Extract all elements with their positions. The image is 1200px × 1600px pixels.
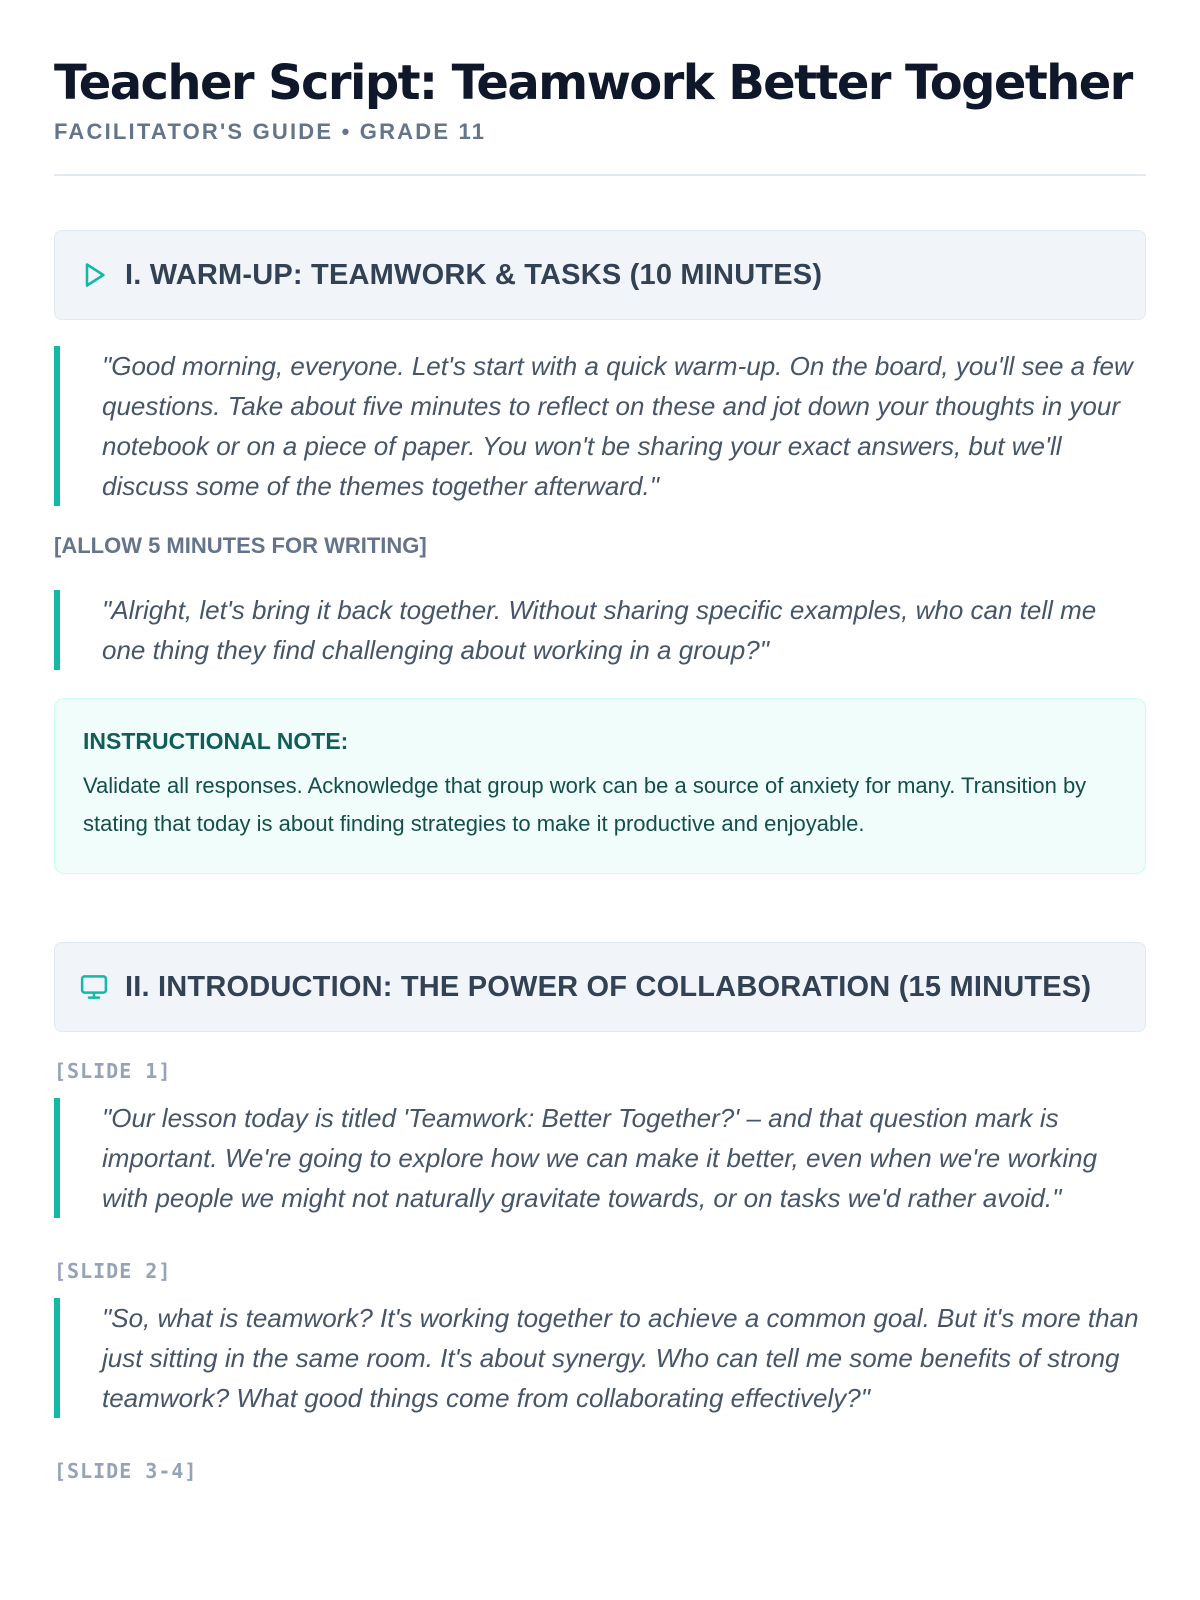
page-title: Teacher Script: Teamwork Better Together <box>54 55 1132 111</box>
instructional-note <box>54 698 1146 874</box>
instructional-note-title: INSTRUCTIONAL NOTE: <box>83 728 349 754</box>
slide-marker: [SLIDE 1] <box>54 1059 172 1083</box>
script-quote: "Our lesson today is titled 'Teamwork: Better Together?' – and that question mark is important. We're going to explore how we can make it better, even when we're working with people we might not naturally gravitate towards, or on tasks we'd rather avoid." <box>54 1098 1146 1218</box>
monitor-icon <box>79 972 109 1002</box>
section-heading-introduction <box>54 942 1146 1032</box>
document-header <box>54 0 1146 176</box>
play-icon <box>79 260 109 290</box>
slide-marker: [SLIDE 2] <box>54 1259 172 1283</box>
script-quote: "Good morning, everyone. Let's start with a quick warm-up. On the board, you'll see a few questions. Take about five minutes to reflect on these and jot down your thoughts in your notebook or on a piece of paper. You won't be sharing your exact answers, but we'll discuss some of the themes together afterward." <box>54 346 1146 506</box>
stage-direction: [ALLOW 5 MINUTES FOR WRITING] <box>54 533 427 558</box>
instructional-note-body: Validate all responses. Acknowledge that group work can be a source of anxiety for many. Transition by stating that today is about finding strategies to make it productive and enjoyable. <box>83 773 1087 836</box>
section-heading-label: I. WARM-UP: TEAMWORK & TASKS (10 MINUTES) <box>125 258 823 291</box>
script-quote: "So, what is teamwork? It's working together to achieve a common goal. But it's more than just sitting in the same room. It's about synergy. Who can tell me some benefits of strong teamwork? What good things come from collaborating effectively?" <box>54 1298 1146 1418</box>
script-quote: "Alright, let's bring it back together. Without sharing specific examples, who can tell me one thing they find challenging about working in a group?" <box>54 590 1146 670</box>
section-introduction <box>54 942 1146 1484</box>
section-heading-label: II. INTRODUCTION: THE POWER OF COLLABORATION (15 MINUTES) <box>125 970 1092 1003</box>
section-heading-warm-up <box>54 230 1146 320</box>
page-subtitle: FACILITATOR'S GUIDE • GRADE 11 <box>54 119 487 144</box>
section-warm-up <box>54 230 1146 874</box>
slide-marker: [SLIDE 3-4] <box>54 1459 198 1483</box>
